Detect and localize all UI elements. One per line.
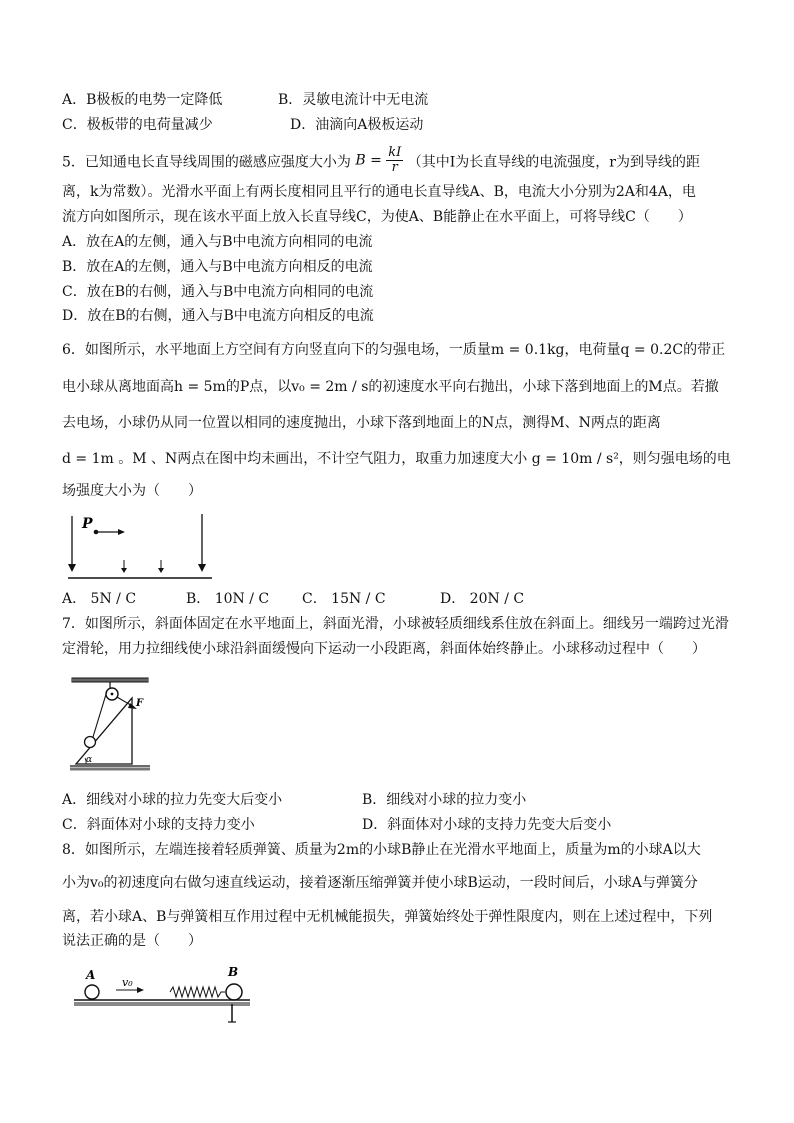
q6-field-diagram: [66, 512, 216, 584]
q7-option-d: D．斜面体对小球的支持力先变大后变小: [362, 817, 612, 833]
q4-option-d: D．油滴向A极板运动: [290, 117, 424, 133]
q6-ball: [94, 530, 99, 535]
q7-option-a: A．细线对小球的拉力先变大后变小: [62, 792, 283, 808]
q6-point-p-label: P: [82, 516, 93, 532]
q7-incline: [76, 698, 132, 764]
q7-pulley-axle: [111, 693, 114, 696]
q7-angle-label: α: [86, 755, 93, 765]
q8-stem-line4: 说法正确的是（ ）: [62, 933, 202, 949]
q6-stem-line2: 电小球从离地面高h = 5m的P点，以v₀ = 2m / s的初速度水平向右抛出，小球下落到地面上的M点。若撤: [62, 379, 719, 395]
q4-option-a: A．B极板的电势一定降低: [62, 92, 223, 108]
q7-option-b: B．细线对小球的拉力变小: [362, 792, 527, 808]
q5-stem-line2: 离，k为常数）。光滑水平面上有两长度相同且平行的通电长直导线A、B，电流大小分别为2A和4A，电: [62, 184, 696, 200]
q5-formula-numerator: kI: [388, 145, 402, 160]
q7-force-label: F: [136, 698, 144, 709]
q6-arrowhead: [121, 568, 127, 573]
q8-spring-diagram: [70, 964, 254, 1028]
q6-arrowhead: [198, 564, 206, 572]
q8-velocity-label: v₀: [122, 976, 133, 989]
q5-stem-line1: [62, 145, 700, 177]
q5-stem-line3: 流方向如图所示，现在该水平面上放入长直导线C，为使A、B能静止在水平面上，可将导线C（ ）: [62, 209, 692, 225]
q5-option-d: D．放在B的右侧，通入与B中电流方向相反的电流: [62, 308, 374, 324]
q7-option-c: C．斜面体对小球的支持力变小: [62, 817, 255, 833]
q8-ball-b-label: B: [228, 965, 239, 979]
q6-option-d: D． 20N / C: [440, 591, 525, 607]
q5-formula-lhs: B =: [355, 152, 382, 169]
q6-option-a: A． 5N / C: [62, 591, 137, 607]
q6-stem-line3: 去电场，小球仍从同一位置以相同的速度抛出，小球下落到地面上的N点，测得M、N两点的距离: [62, 415, 661, 431]
q5-option-a: A．放在A的左侧，通入与B中电流方向相同的电流: [62, 234, 373, 250]
q6-stem-line4: d = 1m 。M 、N两点在图中均未画出，不计空气阻力，取重力加速度大小 g = 10m / s²，则匀强电场的电: [62, 451, 731, 467]
q7-stem-line1: 7．如图所示，斜面体固定在水平地面上，斜面光滑，小球被轻质细线系住放在斜面上。细线另一端跨过光滑: [62, 616, 729, 632]
q5-option-b: B．放在A的左侧，通入与B中电流方向相反的电流: [62, 259, 373, 275]
q6-option-c: C． 15N / C: [302, 591, 386, 607]
q8-ball-a: [85, 985, 99, 999]
q4-option-b: B．灵敏电流计中无电流: [278, 92, 429, 108]
q7-incline-diagram: [70, 676, 154, 774]
q5-option-c: C．放在B的右侧，通入与B中电流方向相同的电流: [62, 284, 374, 300]
q5-formula-fraction: [386, 146, 403, 175]
q8-ball-b: [226, 984, 242, 1000]
q5-stem-text: 5．已知通电长直导线周围的磁感应强度大小为: [62, 154, 351, 171]
q6-arrowhead: [158, 568, 164, 573]
q5-formula: [355, 146, 403, 175]
q8-spring: [170, 987, 225, 997]
q8-stem-line2: 小为v₀的初速度向右做匀速直线运动，接着逐渐压缩弹簧并使小球B运动，一段时间后，小球A与弹簧分: [62, 875, 698, 891]
q6-stem-line5: 场强度大小为（ ）: [62, 483, 202, 499]
q6-arrowhead: [68, 564, 76, 572]
q8-ball-a-label: A: [86, 968, 96, 982]
q6-option-b: B． 10N / C: [186, 591, 270, 607]
q6-stem-line1: 6．如图所示，水平地面上方空间有方向竖直向下的匀强电场，一质量m = 0.1kg，电荷量q = 0.2C的带正: [62, 342, 726, 358]
q5-formula-denominator: r: [391, 160, 398, 175]
q8-stem-line3: 离，若小球A、B与弹簧相互作用过程中无机械能损失，弹簧始终处于弹性限度内，则在上述过程中，下列: [62, 909, 713, 925]
q8-stem-line1: 8．如图所示，左端连接着轻质弹簧、质量为2m的小球B静止在光滑水平地面上，质量为m的小球A以大: [62, 842, 701, 858]
q6-arrowhead: [118, 529, 125, 535]
q4-option-c: C．极板带的电荷量减少: [62, 117, 213, 133]
q8-arrowhead: [137, 987, 144, 993]
q7-ball: [85, 737, 96, 748]
q7-stem-line2: 定滑轮，用力拉细线使小球沿斜面缓慢向下运动一小段距离，斜面体始终静止。小球移动过程中（ ）: [62, 641, 706, 657]
q5-stem-text-cont: （其中I为长直导线的电流强度，r为到导线的距: [407, 154, 700, 171]
